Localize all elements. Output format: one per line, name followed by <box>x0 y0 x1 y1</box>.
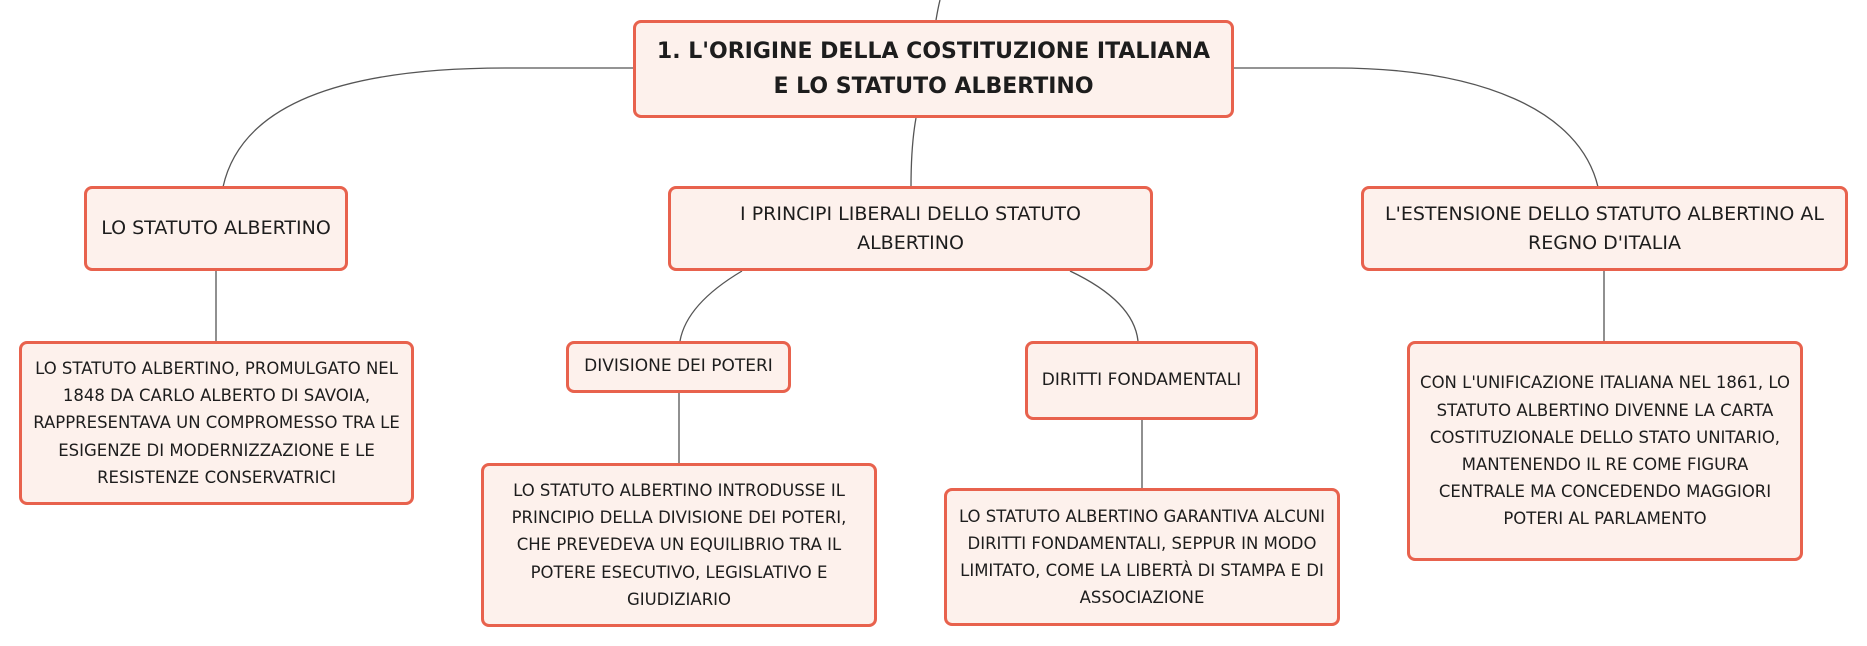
detail-diritti-fondamentali[interactable] <box>944 488 1340 626</box>
subtopic-divisione-poteri-label: DIVISIONE DEI POTERI <box>584 356 773 377</box>
connector-root-parent <box>936 0 940 20</box>
detail-divisione-poteri-text: LO STATUTO ALBERTINO INTRODUSSE IL PRINCIPIO DELLA DIVISIONE DEI POTERI, CHE PREVEDEVA UN EQUILIBRIO TRA IL POTERE ESECUTIVO, LEGISLATIVO E GIUDIZIARIO <box>511 480 847 609</box>
connector-principi-divisione <box>680 271 742 341</box>
detail-estensione-text: CON L'UNIFICAZIONE ITALIANA NEL 1861, LO STATUTO ALBERTINO DIVENNE LA CARTA COSTITUZIONALE DELLO STATO UNITARIO, MANTENENDO IL RE COME FIGURA CENTRALE MA CONCEDENDO MAGGIORI POTERI AL PARLAMENTO <box>1420 373 1790 529</box>
connector-root-estensione <box>1234 68 1598 187</box>
branch-estensione-label: L'ESTENSIONE DELLO STATUTO ALBERTINO AL REGNO D'ITALIA <box>1385 203 1824 254</box>
branch-principi-liberali[interactable] <box>668 186 1153 271</box>
branch-statuto-albertino[interactable] <box>84 186 348 271</box>
subtopic-diritti-fondamentali-label: DIRITTI FONDAMENTALI <box>1041 369 1242 390</box>
subtopic-diritti-fondamentali[interactable] <box>1025 341 1258 420</box>
detail-statuto-albertino[interactable] <box>19 341 414 505</box>
branch-principi-liberali-label: I PRINCIPI LIBERALI DELLO STATUTO ALBERTINO <box>740 203 1081 254</box>
connector-root-statuto <box>223 68 633 187</box>
connector-principi-diritti <box>1070 271 1138 341</box>
detail-diritti-fondamentali-text: LO STATUTO ALBERTINO GARANTIVA ALCUNI DIRITTI FONDAMENTALI, SEPPUR IN MODO LIMITATO, COME LA LIBERTÀ DI STAMPA E DI ASSOCIAZIONE <box>958 506 1326 608</box>
connector-root-principi <box>911 118 916 187</box>
root-topic[interactable] <box>633 20 1234 118</box>
branch-statuto-albertino-label: LO STATUTO ALBERTINO <box>101 217 331 240</box>
detail-divisione-poteri[interactable] <box>481 463 877 627</box>
root-topic-label: 1. L'ORIGINE DELLA COSTITUZIONE ITALIANA E LO STATUTO ALBERTINO <box>656 38 1211 99</box>
detail-statuto-albertino-text: LO STATUTO ALBERTINO, PROMULGATO NEL 1848 DA CARLO ALBERTO DI SAVOIA, RAPPRESENTAVA UN COMPROMESSO TRA LE ESIGENZE DI MODERNIZZAZIONE E LE RESISTENZE CONSERVATRICI <box>33 358 400 487</box>
detail-estensione[interactable] <box>1407 341 1803 561</box>
branch-estensione[interactable] <box>1361 186 1848 271</box>
subtopic-divisione-poteri[interactable] <box>566 341 791 393</box>
